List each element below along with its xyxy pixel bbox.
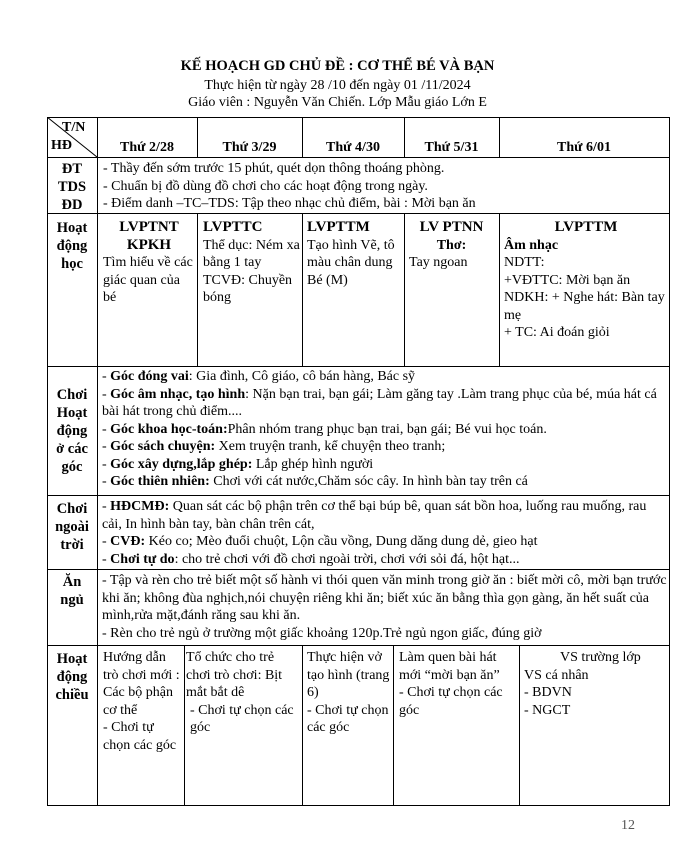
plan-teacher: Giáo viên : Nguyễn Văn Chiến. Lớp Mẫu giáo Lớn E xyxy=(188,95,487,110)
ngoai-troi-item: - Chơi tự do: cho trẻ chơi với đồ chơi ngoài trời, chơi với sỏi đá, hột hạt... xyxy=(102,551,520,567)
head-col-divider xyxy=(97,117,98,805)
row-divider xyxy=(47,645,670,646)
page-number: 12 xyxy=(621,818,635,833)
row-divider xyxy=(47,213,670,214)
hoc-mon: LVPTNT KPKH Tìm hiểu về các giác quan của bé xyxy=(103,219,193,305)
day-divider xyxy=(499,213,500,366)
hoc-thu: LV PTNN Thơ: Tay ngoan xyxy=(409,219,484,270)
row-head-choi-goc: Chơi Hoạt động ở các góc xyxy=(56,387,88,475)
day-header-mon: Thứ 2/28 xyxy=(120,140,174,155)
chieu-fri: VS trường lớp VS cá nhân - BDVN - NGCT xyxy=(524,650,641,718)
plan-period: Thực hiện từ ngày 28 /10 đến ngày 01 /11/2024 xyxy=(204,78,471,93)
goc-item: - Góc xây dựng,lắp ghép: Lắp ghép hình người xyxy=(102,456,374,472)
don-tre-line: - Chuẩn bị đồ dùng đồ chơi cho các hoạt động trong ngày. xyxy=(103,178,428,194)
corner-bottom-label: HĐ xyxy=(51,138,72,153)
row-head-hoat-dong-chieu: Hoạt động chiều xyxy=(55,651,89,703)
goc-item: - Góc sách chuyện: Xem truyện tranh, kể chuyện theo tranh; xyxy=(102,439,446,454)
an-ngu-line: - Tập và rèn cho trẻ biết một số hành vi thói quen văn minh trong giờ ăn : biết mời cô, mời bạn trước khi ăn; không đùa nghịch,nói chuyện riêng khi ăn; biết xúc ăn bằng thìa gọn gàng, ăn hết suất của mình,rửa mặt,đánh răng sau khi ăn. xyxy=(102,573,667,623)
table-border-right xyxy=(669,117,670,805)
don-tre-line: - Thầy đến sớm trước 15 phút, quét dọn thông thoáng phòng. xyxy=(103,161,445,176)
day-header-fri: Thứ 6/01 xyxy=(557,140,611,155)
row-head-don-tre: ĐT TDS ĐD xyxy=(57,161,87,213)
goc-item: - Góc đóng vai: Gia đình, Cô giáo, cô bán hàng, Bác sỹ xyxy=(102,369,416,384)
goc-item: - Góc âm nhạc, tạo hình: Nặn bạn trai, bạn gái; Làm găng tay .Làm trang phục của bé, múa hát cá bài hát trong chủ điểm.... xyxy=(102,386,657,419)
plan-title: KẾ HOẠCH GD CHỦ ĐỀ : CƠ THỂ BÉ VÀ BẠN xyxy=(180,58,495,74)
an-ngu-line: - Rèn cho trẻ ngủ ở trường một giấc khoảng 120p.Trẻ ngủ ngon giấc, đúng giờ xyxy=(102,625,542,641)
chieu-wed: Thực hiện vở tạo hình (trang 6) - Chơi tự chọn các góc xyxy=(307,650,390,735)
chieu-tue: Tổ chức cho trẻ chơi trò chơi: Bịt mắt bắt dê - Chơi tự chọn các góc xyxy=(186,650,294,735)
row-divider xyxy=(47,366,670,367)
day-divider xyxy=(393,645,394,805)
ngoai-troi-item: - CVĐ: Kéo co; Mèo đuổi chuột, Lộn cầu vồng, Dung dăng dung dẻ, gieo hạt xyxy=(102,534,538,549)
day-header-tue: Thứ 3/29 xyxy=(222,140,277,155)
choi-goc-content xyxy=(102,368,668,491)
day-divider xyxy=(197,213,198,366)
row-divider xyxy=(47,495,670,496)
row-divider xyxy=(47,569,670,570)
day-divider xyxy=(302,645,303,805)
table-border-top xyxy=(47,117,670,118)
corner-top-label: T/N xyxy=(62,120,86,135)
day-divider xyxy=(302,213,303,366)
goc-item: - Góc thiên nhiên: Chơi với cát nước,Chăm sóc cây. In hình bàn tay trên cá xyxy=(102,474,528,489)
choi-ngoai-troi-content xyxy=(102,498,668,568)
row-head-hoat-dong-hoc: Hoạt động học xyxy=(56,220,88,272)
day-header-thu: Thứ 5/31 xyxy=(424,140,479,155)
row-head-choi-ngoai-troi: Chơi ngoài trời xyxy=(55,501,89,553)
row-divider xyxy=(47,157,670,158)
ngoai-troi-item: - HĐCMĐ: Quan sát các bộ phận trên cơ thể bại búp bê, quan sát bồn hoa, luống rau muống, rau cải, In hình bàn tay, bàn chân trên cát, xyxy=(102,499,647,532)
don-tre-line: - Điểm danh –TC–TDS: Tập theo nhạc chủ điểm, bài : Mời bạn ăn xyxy=(103,196,476,211)
table-border-bottom xyxy=(47,805,670,806)
don-tre-content xyxy=(103,160,667,213)
day-divider xyxy=(519,645,520,805)
hoc-wed: LVPTTM Tạo hình Vẽ, tô màu chân dung Bé (M) xyxy=(307,219,395,288)
hoc-fri: LVPTTM Âm nhạc NDTT: +VĐTTC: Mời bạn ăn NDKH: + Nghe hát: Bàn tay mẹ + TC: Ai đoán giỏi xyxy=(504,219,665,340)
chieu-thu: Làm quen bài hát mới “mời bạn ăn” - Chơi tự chọn các góc xyxy=(399,650,503,718)
goc-item: - Góc khoa học-toán:Phân nhóm trang phục bạn trai, bạn gái; Bé vui học toán. xyxy=(102,421,547,437)
chieu-mon: Hướng dẫn trò chơi mới : Các bộ phận cơ thể - Chơi tự chọn các góc xyxy=(103,650,180,753)
an-ngu-content xyxy=(102,572,668,642)
row-head-an-ngu: Ăn ngủ xyxy=(60,574,84,608)
day-divider xyxy=(184,645,185,805)
hoc-tue: LVPTTC Thể dục: Ném xa bằng 1 tay TCVĐ: Chuyền bóng xyxy=(203,219,300,305)
day-header-wed: Thứ 4/30 xyxy=(326,140,380,155)
